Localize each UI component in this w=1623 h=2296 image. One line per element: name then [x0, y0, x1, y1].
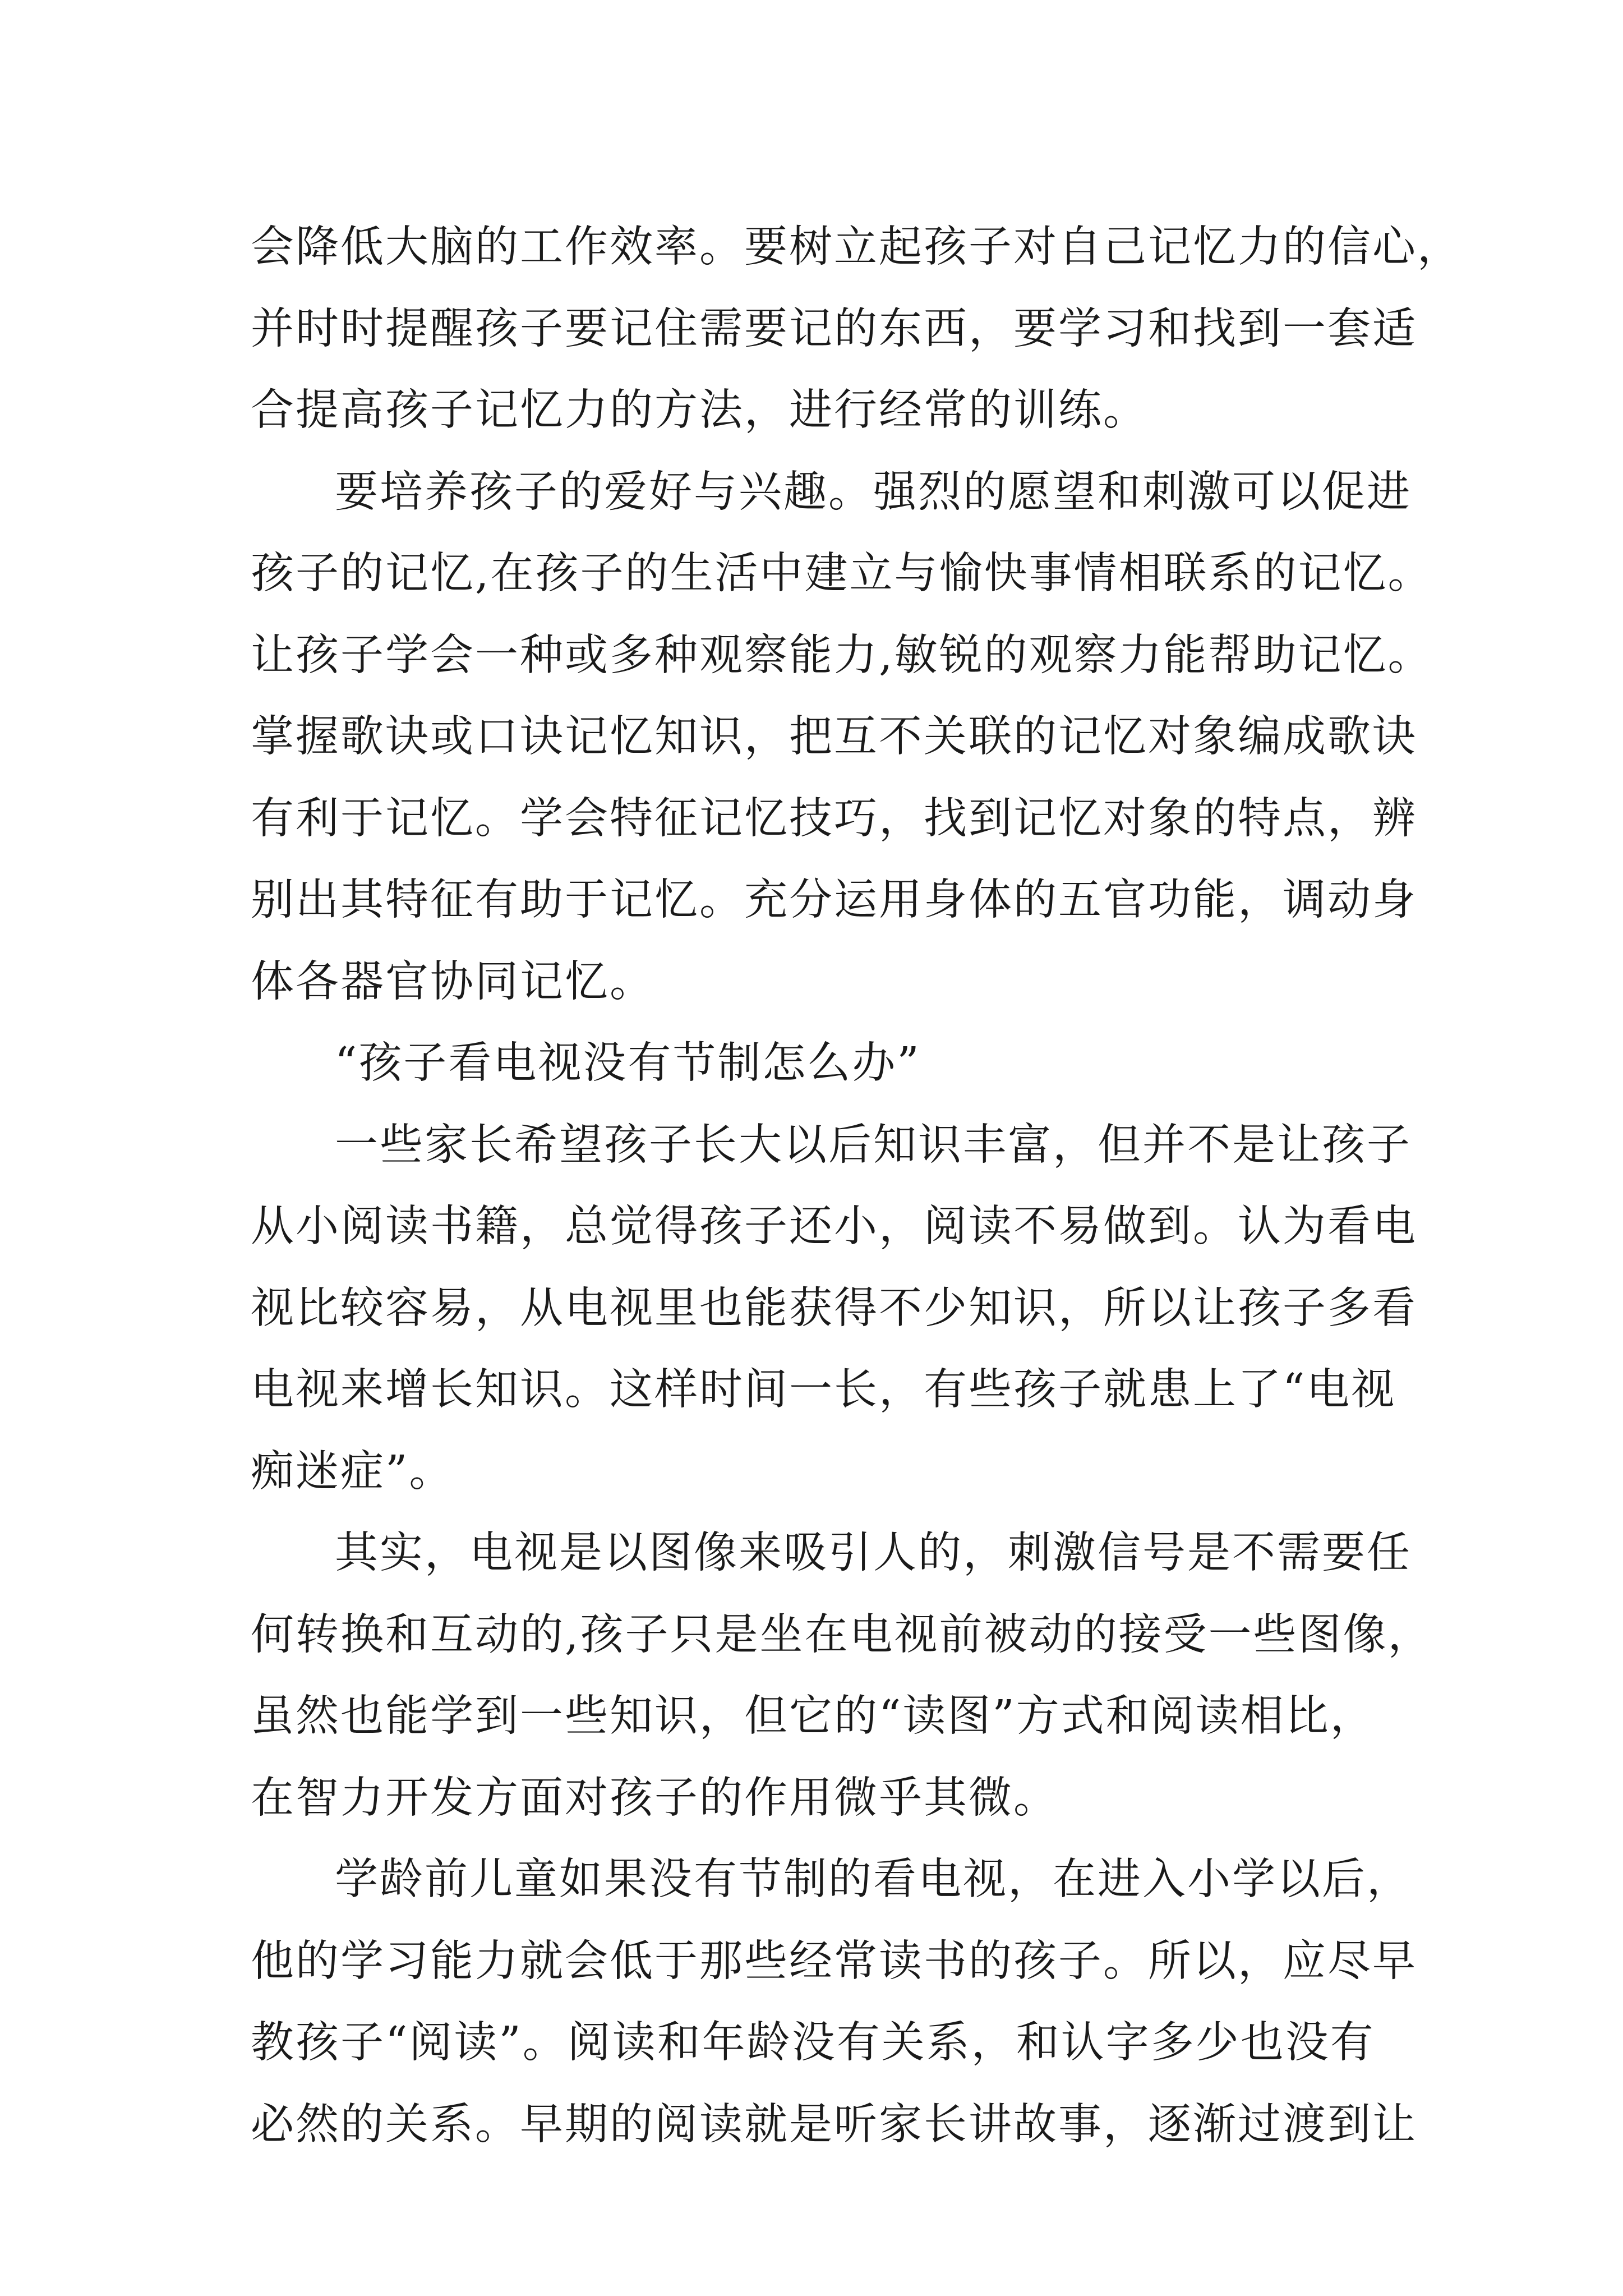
paragraph [251, 206, 1462, 452]
text-line: 会降低大脑的工作效率。要树立起孩子对自己记忆力的信心， [251, 222, 1462, 272]
paragraph [251, 1105, 1417, 1513]
text-line: 别出其特征有助于记忆。充分运用身体的五官功能，调动身 [251, 875, 1417, 925]
text-line: 必然的关系。早期的阅读就是听家长讲故事，逐渐过渡到让 [251, 2099, 1417, 2150]
text-line: 何转换和互动的,孩子只是坐在电视前被动的接受一些图像， [251, 1609, 1433, 1660]
paragraph [251, 452, 1433, 1023]
text-line: 从小阅读书籍，总觉得孩子还小，阅读不易做到。认为看电 [251, 1202, 1417, 1251]
text-line: 让孩子学会一种或多种观察能力,敏锐的观察力能帮助记忆。 [251, 630, 1433, 680]
document-body [251, 206, 1462, 2165]
heading-line: “孩子看电视没有节制怎么办” [335, 1038, 921, 1088]
text-line: 视比较容易，从电视里也能获得不少知识，所以让孩子多看 [251, 1283, 1417, 1333]
text-line: 有利于记忆。学会特征记忆技巧，找到记忆对象的特点，辨 [251, 793, 1417, 844]
text-line: 虽然也能学到一些知识，但它的“读图”方式和阅读相比， [251, 1691, 1375, 1741]
text-line: 体各器官协同记忆。 [251, 956, 654, 1007]
text-line: 合提高孩子记忆力的方法，进行经常的训练。 [251, 385, 1148, 435]
text-line: 痴迷症”。 [251, 1446, 454, 1497]
text-line: 他的学习能力就会低于那些经常读书的孩子。所以，应尽早 [251, 1936, 1417, 1986]
paragraph [251, 1512, 1433, 1839]
text-line: 孩子的记忆,在孩子的生活中建立与愉快事情相联系的记忆。 [251, 549, 1433, 599]
text-line: 在智力开发方面对孩子的作用微乎其微。 [251, 1773, 1058, 1823]
text-line: 电视来增长知识。这样时间一长，有些孩子就患上了“电视 [251, 1365, 1396, 1415]
section-heading [251, 1023, 1392, 1105]
text-line: 掌握歌诀或口诀记忆知识，把互不关联的记忆对象编成歌诀 [251, 712, 1417, 762]
text-line: 学龄前儿童如果没有节制的看电视，在进入小学以后， [335, 1855, 1412, 1904]
text-line: 教孩子“阅读”。阅读和年龄没有关系，和认字多少也没有 [251, 2018, 1375, 2068]
paragraph [251, 1839, 1417, 2165]
text-line: 并时时提醒孩子要记住需要记的东西，要学习和找到一套适 [251, 303, 1417, 354]
text-line: 一些家长希望孩子长大以后知识丰富，但并不是让孩子 [335, 1120, 1412, 1170]
text-line: 其实，电视是以图像来吸引人的，刺激信号是不需要任 [335, 1528, 1412, 1578]
text-line: 要培养孩子的爱好与兴趣。强烈的愿望和刺激可以促进 [335, 467, 1412, 517]
